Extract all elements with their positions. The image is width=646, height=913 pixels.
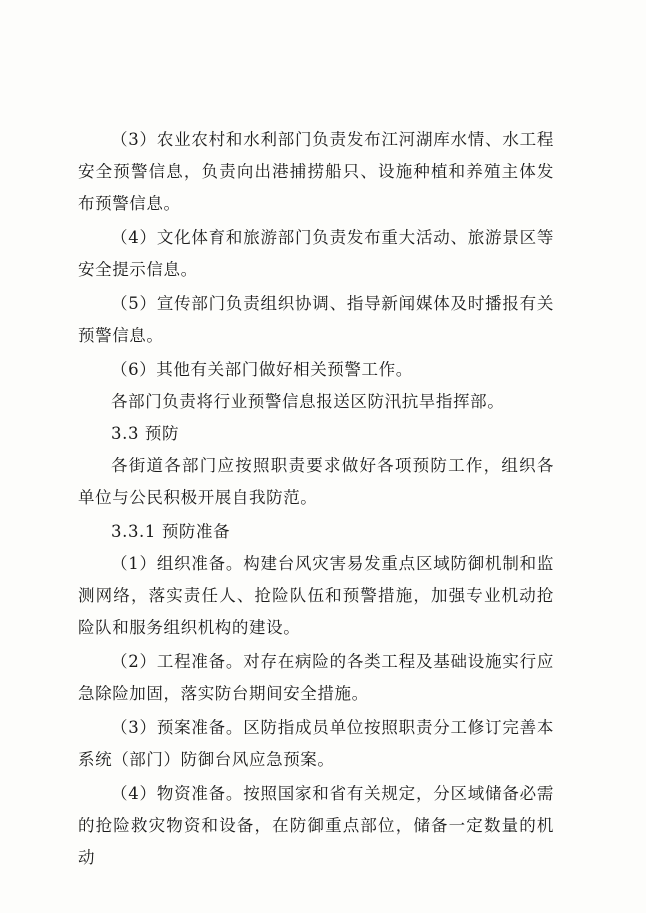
document-body	[78, 124, 554, 874]
paragraph-publicity: （5）宣传部门负责组织协调、指导新闻媒体及时播报有关预警信息。	[78, 294, 554, 345]
paragraph-agriculture-water: （3）农业农村和水利部门负责发布江河湖库水情、水工程安全预警信息，负责向出港捕捞船只、设施种植和养殖主体发布预警信息。	[78, 130, 554, 213]
paragraph-materials-prep: （4）物资准备。按照国家和省有关规定，分区域储备必需的抢险救灾物资和设备，在防御重点部位，储备一定数量的机动	[78, 784, 554, 867]
section-heading-3-3-1: 3.3.1 预防准备	[111, 522, 231, 541]
paragraph-culture-tourism: （4）文化体育和旅游部门负责发布重大活动、旅游景区等安全提示信息。	[78, 228, 554, 279]
paragraph-other-departments: （6）其他有关部门做好相关预警工作。	[111, 360, 413, 379]
paragraph-organization-prep: （1）组织准备。构建台风灾害易发重点区域防御机制和监测网络，落实责任人、抢险队伍和预警措施，加强专业机动抢险队和服务组织机构的建设。	[78, 554, 554, 637]
paragraph-plan-prep: （3）预案准备。区防指成员单位按照职责分工修订完善本系统（部门）防御台风应急预案。	[78, 718, 554, 769]
paragraph-prevention-intro: 各街道各部门应按照职责要求做好各项预防工作，组织各单位与公民积极开展自我防范。	[78, 456, 554, 507]
paragraph-report-warning: 各部门负责将行业预警信息报送区防汛抗旱指挥部。	[111, 392, 505, 411]
section-heading-3-3: 3.3 预防	[111, 424, 180, 443]
paragraph-engineering-prep: （2）工程准备。对存在病险的各类工程及基础设施实行应急除险加固，落实防台期间安全措施。	[78, 652, 554, 703]
